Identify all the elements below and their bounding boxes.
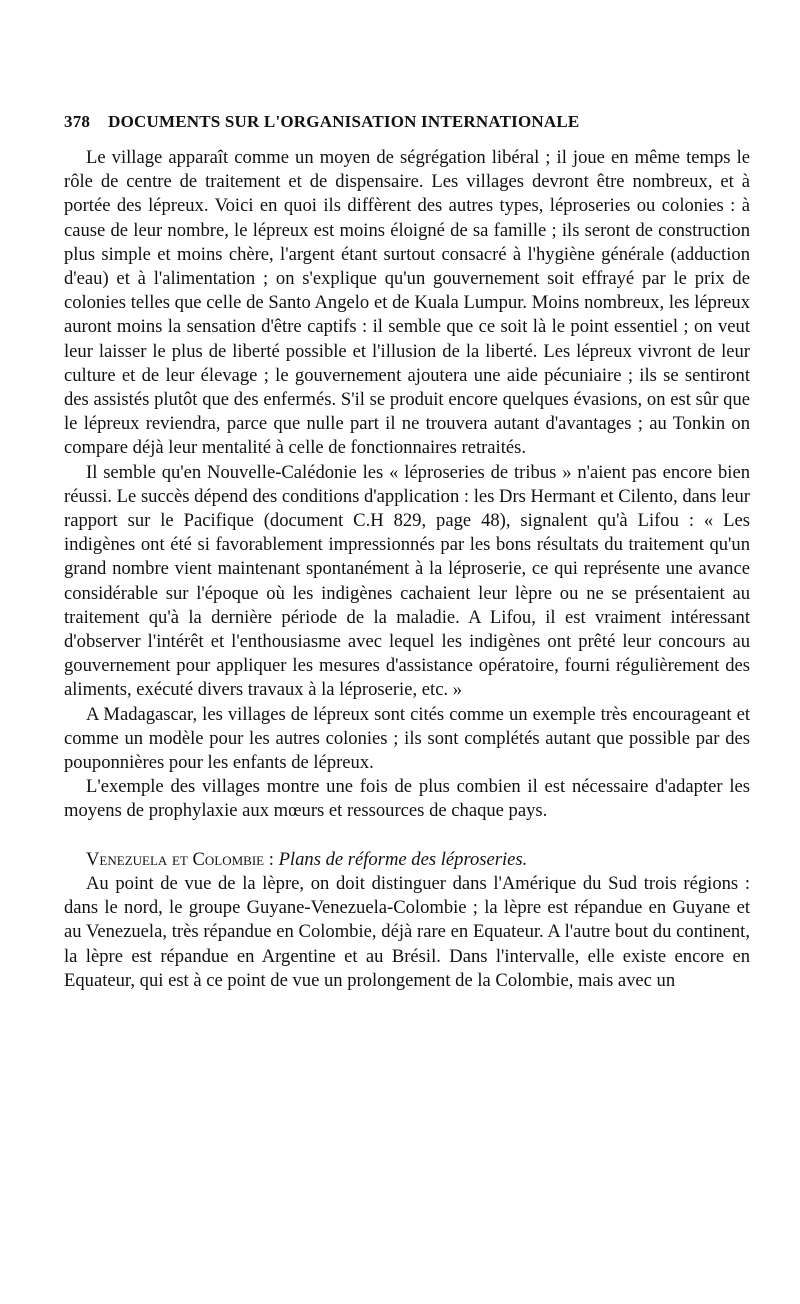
section-heading: [64, 848, 750, 872]
running-header: [64, 112, 750, 132]
running-title: DOCUMENTS SUR L'ORGANISATION INTERNATIONALE: [108, 112, 580, 131]
body-text: [64, 146, 750, 993]
document-page: [64, 112, 750, 993]
paragraph-madagascar: A Madagascar, les villages de lépreux sont cités comme un exemple très encourageant et comme un modèle pour les autres colonies ; ils sont complétés autant que possible par des pouponnières pour les enfants de lépreux.: [64, 703, 750, 774]
page-number: 378: [64, 112, 91, 131]
paragraph-south-america: Au point de vue de la lèpre, on doit distinguer dans l'Amérique du Sud trois régions : dans le nord, le groupe Guyane-Venezuela-Colombie ; la lèpre est répandue en Guyane et au Venezuela, très répandue en Colombie, déjà rare en Equateur. A l'autre bout du continent, la lèpre est répandue en Argentine et au Brésil. Dans l'intervalle, elle existe encore en Equateur, qui est à ce point de vue un prolongement de la Colombie, mais avec un: [64, 872, 750, 991]
paragraph-villages: Le village apparaît comme un moyen de ségrégation libéral ; il joue en même temps le rôle de centre de traitement et de dispensaire. Les villages devront être nombreux, et à portée des lépreux. Voici en quoi ils diffèrent des autres types, léproseries ou colonies : à cause de leur nombre, le lépreux est moins éloigné de sa famille ; ils seront de construction plus simple et moins chère, l'argent étant surtout consacré à l'hygiène générale (adduction d'eau) et à l'alimentation ; on s'explique qu'un gouvernement soit effrayé par le prix de colonies telles que celle de Santo Angelo et de Kuala Lumpur. Moins nombreux, les lépreux auront moins la sensation d'être captifs : il semble que ce soit là le point essentiel ; on veut leur laisser le plus de liberté possible et l'illusion de la liberté. Les lépreux vivront de leur culture et de leur élevage ; le gouvernement ajoutera une aide pécuniaire ; ils se sentiront des assistés plutôt que des enfermés. S'il se produit encore quelques évasions, on est sûr que le lépreux reviendra, parce que nulle part il ne trouvera autant d'avantages ; au Tonkin on compare déjà leur mentalité à celle de fonctionnaires retraités.: [64, 147, 750, 459]
paragraph-nouvelle-caledonie: Il semble qu'en Nouvelle-Calédonie les « léproseries de tribus » n'aient pas encore bien réussi. Le succès dépend des conditions d'application : les Drs Hermant et Cilento, dans leur rapport sur le Pacifique (document C.H 829, page 48), signalent qu'à Lifou : « Les indigènes ont été si favorablement impressionnés par les bons résultats du traitement qu'un grand nombre vient maintenant spontanément à la léproserie, ce qui représente une avance considérable sur l'époque où les indigènes cachaient leur lèpre ou ne se présentaient au traitement qu'à la dernière période de la maladie. A Lifou, il est vraiment intéressant d'observer l'intérêt et l'enthousiasme avec lequel les indigènes ont prêté leur concours au gouvernement pour appliquer les mesures d'assistance opératoire, fourni régulièrement des aliments, exécuté divers travaux à la léproserie, etc. »: [64, 461, 750, 701]
section-heading-title: Plans de réforme des léproseries.: [278, 848, 528, 870]
section-spacer: [64, 824, 750, 848]
paragraph-conclusion: L'exemple des villages montre une fois de plus combien il est nécessaire d'adapter les moyens de prophylaxie aux mœurs et ressources de chaque pays.: [64, 776, 750, 822]
section-heading-countries: Venezuela et Colombie :: [86, 848, 274, 870]
